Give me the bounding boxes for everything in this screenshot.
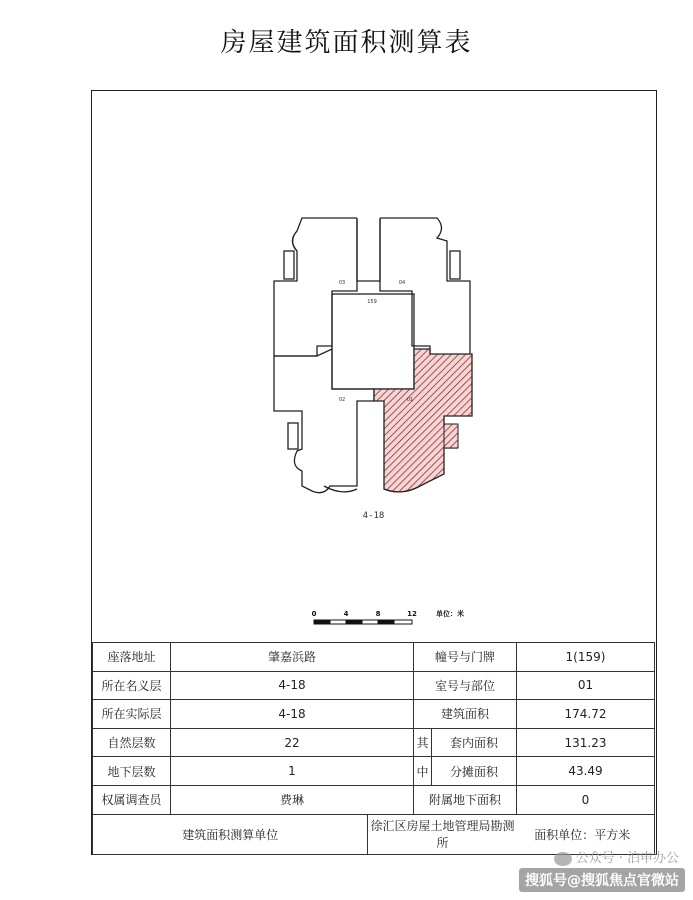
table-row xyxy=(93,728,655,757)
unit-04-outline xyxy=(380,218,470,356)
nominal-floor-value: 4-18 xyxy=(171,671,414,700)
survey-unit-label: 建筑面积测算单位 xyxy=(93,814,368,854)
table-row xyxy=(93,643,655,672)
shared-area-value: 43.49 xyxy=(517,757,655,786)
area-table xyxy=(92,642,655,855)
building-no-value: 1(159) xyxy=(517,643,655,672)
total-floors-label: 自然层数 xyxy=(93,728,171,757)
document-title: 房屋建筑面积测算表 xyxy=(220,28,473,58)
room-label-02: 02 xyxy=(338,397,346,403)
underground-floors-value: 1 xyxy=(171,757,414,786)
floor-plan-drawing xyxy=(92,91,655,642)
scale-unit: 单位：米 xyxy=(436,610,464,618)
table-row xyxy=(93,757,655,786)
shared-area-label: 分摊面积 xyxy=(432,757,517,786)
building-no-label: 幢号与门牌 xyxy=(414,643,517,672)
basement-area-label: 附属地下面积 xyxy=(414,785,517,814)
survey-unit-value: 徐汇区房屋土地管理局勘测所 xyxy=(368,814,517,854)
table-row xyxy=(93,671,655,700)
unit-03-outline xyxy=(274,218,357,356)
room-label-01: 01 xyxy=(406,397,414,403)
building-area-label: 建筑面积 xyxy=(414,700,517,729)
of-which-char-2: 中 xyxy=(414,757,432,786)
table-row xyxy=(93,785,655,814)
room-label-04: 04 xyxy=(398,280,406,286)
address-label: 座落地址 xyxy=(93,643,171,672)
bay-right-upper xyxy=(450,251,460,279)
total-floors-value: 22 xyxy=(171,728,414,757)
scale-tick-0: 0 xyxy=(311,610,317,618)
inner-area-value: 131.23 xyxy=(517,728,655,757)
wechat-icon xyxy=(554,852,572,866)
actual-floor-label: 所在实际层 xyxy=(93,700,171,729)
surveyor-label: 权属调查员 xyxy=(93,785,171,814)
area-unit-note: 面积单位：平方米 xyxy=(517,814,655,854)
scale-tick-12: 12 xyxy=(407,610,417,618)
bay-left-upper xyxy=(284,251,294,279)
underground-floors-label: 地下层数 xyxy=(93,757,171,786)
scale-tick-8: 8 xyxy=(375,610,381,618)
inner-area-label: 套内面积 xyxy=(432,728,517,757)
sohu-watermark: 搜狐号@搜狐焦点官微站 xyxy=(519,868,685,892)
wechat-watermark-text: 公众号 · 泊申办公 xyxy=(575,851,679,866)
core-159-outline xyxy=(332,294,414,389)
table-row xyxy=(93,700,655,729)
scale-tick-4: 4 xyxy=(343,610,349,618)
of-which-char-1: 其 xyxy=(414,728,432,757)
address-value: 肇嘉浜路 xyxy=(171,643,414,672)
bay-left-lower xyxy=(288,423,298,449)
surveyor-value: 费琳 xyxy=(171,785,414,814)
wechat-watermark xyxy=(554,847,679,866)
floor-range-caption: 4-18 xyxy=(362,511,385,521)
unit-01-balcony xyxy=(444,424,458,448)
nominal-floor-label: 所在名义层 xyxy=(93,671,171,700)
measurement-sheet xyxy=(91,90,657,855)
room-label-03: 03 xyxy=(338,280,346,286)
building-area-value: 174.72 xyxy=(517,700,655,729)
unit-02-outline xyxy=(274,349,374,493)
actual-floor-value: 4-18 xyxy=(171,700,414,729)
room-label-159: 159 xyxy=(367,299,377,305)
room-no-label: 室号与部位 xyxy=(414,671,517,700)
scale-bar xyxy=(310,608,490,628)
basement-area-value: 0 xyxy=(517,785,655,814)
unit-01-highlight xyxy=(374,349,472,492)
floor-plan-area xyxy=(92,91,655,642)
room-no-value: 01 xyxy=(517,671,655,700)
